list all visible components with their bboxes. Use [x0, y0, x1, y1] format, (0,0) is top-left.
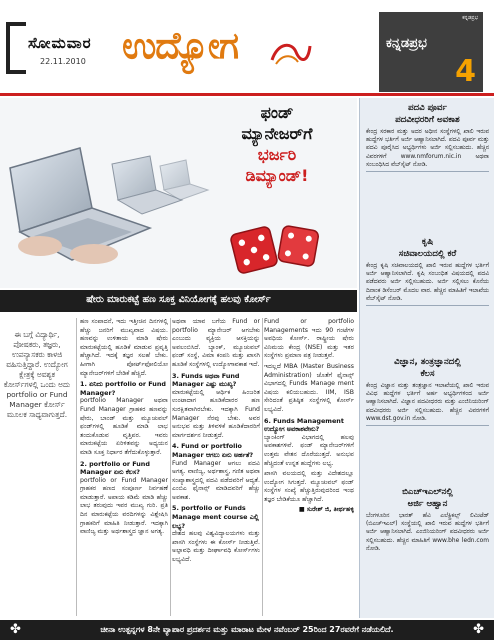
sidebar-item-body: ಕೇಂದ್ರ ಕೃಷಿ ಸಚಿವಾಲಯದಲ್ಲಿ ಖಾಲಿ ಇರುವ ಹುದ್ದೆಗಳ ಭರ್ತಿಗೆ ಅರ್ಜಿ ಆಹ್ವಾನಿಸಲಾಗಿದೆ. ಕೃಷಿ ಸಂಬಂಧಿತ ವಿಷಯದಲ್ಲಿ ಪದವಿ ಪಡೆದವರು ಅರ್ಜಿ ಸಲ್ಲಿಸಬಹುದು. ಅರ್ಜಿ ಸಲ್ಲಿಸಲು ಕೊನೆಯ ದಿನಾಂಕ ಡಿಸೆಂಬರ್ ಮೊದಲ ವಾರ. ಹೆಚ್ಚಿನ ಮಾಹಿತಿಗೆ ಇಲಾಖೆಯ ವೆಬ್‌ಸೈಟ್ ನೋಡಿ. — [366, 263, 489, 302]
article-column-1 — [80, 318, 168, 618]
sidebar-divider — [366, 171, 489, 172]
sidebar-item-job-notice — [360, 356, 494, 426]
article-subheading: 5. portfolio or Funds Manage ment course ಎಲ್ಲಿ ಲಭ್ಯ? — [172, 504, 259, 530]
article-subheading: 1. ಏನಿದು portfolio or Fund Manager? — [80, 380, 166, 397]
sidebar-item-title: ಪದವಿ ಪೂರ್ವ — [408, 103, 447, 113]
article-subheading: 3. Funds ಅಥವಾ Fund Manager ಎಷ್ಟು ಮುಖ್ಯ? — [172, 371, 240, 389]
pull-quote-text-c: ಕೋರ್ಸ್‌ ಮೂಲಕ ಸಾಧ್ಯವಾಗುತ್ತದೆ. — [6, 400, 68, 419]
column-divider — [262, 318, 263, 616]
sidebar-item-title: ಸಚಿವಾಲಯದಲ್ಲಿ ಕರೆ — [398, 249, 457, 259]
sidebar-item-job-notice — [360, 236, 494, 306]
column-divider — [170, 318, 171, 616]
newspaper-brand-box — [379, 12, 483, 92]
sidebar-divider — [366, 425, 489, 426]
section-logo: ಉದ್ಯೋಗ — [122, 24, 239, 67]
article-subheading: 6. Funds Management ಉದ್ಯೋಗ ಅವಕಾಶವೇನು? — [264, 416, 344, 434]
masthead — [0, 0, 494, 96]
article-paragraph: Fund or portfolio Managements ಇದು 90 ಗಂಟೆಗಳ ಅವಧಿಯ ಕೋರ್ಸ್. ರಾಷ್ಟ್ರೀಯ ಷೇರು ವಿನಿಮಯ ಕೇಂದ್ರ (NSE) ಮತ್ತು ಇತರ ಸಂಸ್ಥೆಗಳು ಪ್ರಮಾಣ ಪತ್ರ ನೀಡುತ್ತವೆ. — [264, 318, 354, 360]
dice-icon — [226, 218, 326, 278]
headline-line-1: ಫಂಡ್ — [260, 103, 294, 122]
issue-date: 22.11.2010 — [40, 57, 86, 66]
sidebar-item-body: ಕೇಂದ್ರ ವಿಜ್ಞಾನ ಮತ್ತು ತಂತ್ರಜ್ಞಾನ ಇಲಾಖೆಯಲ್ಲಿ ಖಾಲಿ ಇರುವ ವಿವಿಧ ಹುದ್ದೆಗಳ ಭರ್ತಿಗೆ ಅರ್ಹ ಅಭ್ಯರ್ಥಿಗಳಿಂದ ಅರ್ಜಿ ಆಹ್ವಾನಿಸಲಾಗಿದೆ. ವಿಜ್ಞಾನ ಪದವೀಧರರು ಮತ್ತು ಎಂಜಿನಿಯರಿಂಗ್ ಪದವೀಧರರು ಅರ್ಜಿ ಸಲ್ಲಿಸಬಹುದು. ಹೆಚ್ಚಿನ ವಿವರಗಳಿಗೆ www.dst.gov.in ನೋಡಿ. — [366, 383, 489, 422]
column-divider — [76, 318, 77, 616]
sidebar-item-title: ಕೆಲಸ — [420, 369, 435, 379]
laptops-illustration — [0, 128, 220, 288]
sidebar-divider — [366, 305, 489, 306]
footer-strip — [0, 620, 494, 640]
article-subheading: 4. Fund or portfolio Manager ಆಗಲು ಏನು ಅರ್ಹತೆ? — [172, 442, 254, 459]
ornament-icon: ✤ — [473, 622, 484, 637]
brand-mini-label: ಕನ್ನಡಪ್ರಭ — [462, 15, 478, 21]
hero-illustration — [0, 98, 357, 288]
sidebar-item-title: ಅರ್ಜಿ ಆಹ್ವಾನ — [407, 499, 448, 509]
sidebar-item-body: ಕೇಂದ್ರ ಸರಕಾರ ಮತ್ತು ಅದರ ಅಧೀನ ಸಂಸ್ಥೆಗಳಲ್ಲಿ ಖಾಲಿ ಇರುವ ಹುದ್ದೆಗಳ ಭರ್ತಿಗೆ ಅರ್ಜಿ ಆಹ್ವಾನಿಸಲಾಗಿದೆ. ಪದವಿ ಪೂರ್ವ ಮತ್ತು ಪದವಿ ಪೂರೈಸಿದ ಅಭ್ಯರ್ಥಿಗಳು ಅರ್ಜಿ ಸಲ್ಲಿಸಬಹುದು. ಹೆಚ್ಚಿನ ವಿವರಗಳಿಗೆ www.nmforum.nic.in ಅಥವಾ ಸಂಬಂಧಿಸಿದ ವೆಬ್‌ಸೈಟ್ ನೋಡಿ. — [366, 129, 489, 168]
page-number: 4 — [455, 54, 476, 89]
article-paragraph: ದೇಶದ ಹಲವು ವಿಶ್ವವಿದ್ಯಾಲಯಗಳು ಮತ್ತು ಖಾಸಗಿ ಸಂಸ್ಥೆಗಳು ಈ ಕೋರ್ಸ್ ನೀಡುತ್ತಿವೆ. ಅಲ್ಪಾವಧಿ ಮತ್ತು ದೀರ್ಘಾವಧಿ ಕೋರ್ಸ್‌ಗಳು ಲಭ್ಯವಿದೆ. — [172, 530, 260, 564]
article-paragraph: Fund Manager ಆಗಲು ಪದವಿ ಅಗತ್ಯ. ವಾಣಿಜ್ಯ, ಅರ್ಥಶಾಸ್ತ್ರ, ಗಣಿತ ಅಥವಾ ಸಂಖ್ಯಾಶಾಸ್ತ್ರದಲ್ಲಿ ಪದವಿ ಪಡೆದವರಿಗೆ ಆದ್ಯತೆ. ಎಂಬಿಎ ಫೈನಾನ್ಸ್ ಮಾಡಿದವರಿಗೆ ಹೆಚ್ಚು ಅವಕಾಶ. — [172, 459, 260, 501]
sidebar-item-title: ವಿಜ್ಞಾನ, ತಂತ್ರಜ್ಞಾನದಲ್ಲಿ — [394, 357, 461, 367]
sidebar-item-title: ಕೃಷಿ — [421, 237, 434, 247]
author-signature: ■ ಸುರೇಶ್ ಜಿ, ತೀರ್ಥಹಳ್ಳಿ — [298, 506, 354, 514]
article-paragraph: portfolio or Fund Manager ಗ್ರಾಹಕರ ಹಣದ ಸಂಪೂರ್ಣ ನಿರ್ವಹಣೆ ಮಾಡುತ್ತಾರೆ. ಅಪಾಯ ಕಡಿಮೆ ಮಾಡಿ ಹೆಚ್ಚು ಲಾಭ ತರುವುದು ಇವರ ಮುಖ್ಯ ಗುರಿ. ಪ್ರತಿ ದಿನ ಮಾರುಕಟ್ಟೆಯ ವರದಿಗಳನ್ನು ವಿಶ್ಲೇಷಿಸಿ ಗ್ರಾಹಕರಿಗೆ ಮಾಹಿತಿ ನೀಡುತ್ತಾರೆ. ಇದಕ್ಕಾಗಿ ವಾಣಿಜ್ಯ ಮತ್ತು ಅರ್ಥಶಾಸ್ತ್ರದ ಜ್ಞಾನ ಅಗತ್ಯ. — [80, 476, 168, 536]
article-paragraph: ಬ್ಯಾಂಕಿಂಗ್ ವಿಭಾಗದಲ್ಲಿ ಹಲವು ಅವಕಾಶಗಳಿವೆ. ಫಂಡ್ ಮ್ಯಾನೇಜರ್‌ಗಳಿಗೆ ಉತ್ತಮ ವೇತನ ದೊರೆಯುತ್ತದೆ. ಅನುಭವ ಹೆಚ್ಚಿದಂತೆ ಉನ್ನತ ಹುದ್ದೆಗಳು ಲಭ್ಯ. — [264, 433, 354, 467]
headline-line-2: ಮ್ಯಾನೇಜರ್‌ಗೆ — [241, 124, 313, 143]
issue-day: ಸೋಮವಾರ — [28, 34, 92, 52]
article-paragraph: ಅಥವಾ ಯಾವ ಬಗೆಯ Fund or portfolio ಮ್ಯಾನೇಜರ್ ಆಗಬೇಕು ಎಂಬುದು ವ್ಯಕ್ತಿಯ ಆಸಕ್ತಿಯನ್ನು ಅವಲಂಬಿಸಿದೆ. ಬ್ಯಾಂಕ್, ಮ್ಯೂಚುವಲ್ ಫಂಡ್ ಸಂಸ್ಥೆ, ವಿಮಾ ಕಂಪನಿ ಮತ್ತು ಖಾಸಗಿ ಹೂಡಿಕೆ ಸಂಸ್ಥೆಗಳಲ್ಲಿ ಉದ್ಯೋಗಾವಕಾಶ ಇದೆ. — [172, 318, 260, 368]
masthead-bracket — [6, 22, 26, 74]
article-banner — [0, 290, 357, 312]
sidebar-item-job-notice — [360, 102, 494, 172]
pull-quote — [2, 330, 72, 420]
article-subheading: 2. portfolio or Fund Manager ಏನು ಕೆಲಸ? — [80, 459, 150, 477]
headline-line-4: ಡಿಮ್ಯಾಂಡ್! — [245, 166, 309, 185]
article-paragraph: ಖಾಸಗಿ ವಲಯದಲ್ಲಿ ಮತ್ತು ವಿದೇಶದಲ್ಲೂ ಉದ್ಯೋಗ ಸಿಗುತ್ತದೆ. ಮ್ಯೂಚುವಲ್ ಫಂಡ್ ಸಂಸ್ಥೆಗಳ ಸಂಖ್ಯೆ ಹೆಚ್ಚುತ್ತಿರುವುದರಿಂದ ಇಂಥ ತಜ್ಞರ ಬೇಡಿಕೆಯೂ ಹೆಚ್ಚಾಗಿದೆ. — [264, 470, 354, 503]
sidebar-item-title: ಬಿಎಚ್‌ಇಎಲ್‌ನಲ್ಲಿ — [402, 487, 453, 497]
newspaper-name: ಕನ್ನಡಪ್ರಭ — [386, 36, 427, 51]
pull-quote-text-b: portfolio or Fund Manager — [6, 390, 68, 409]
sidebar-item-job-notice — [360, 486, 494, 553]
article-paragraph: ಮಾರುಕಟ್ಟೆಯಲ್ಲಿ ಆರ್ಥಿಕ ಹಿಂಜರಿತ ಉಂಟಾದಾಗ ಹೂಡಿಕೆದಾರರ ಹಣ ಸುರಕ್ಷಿತವಾಗಿರಬೇಕು. ಇದಕ್ಕಾಗಿ Fund Manager ನೆರವು ಬೇಕು. ಅವರ ಅನುಭವ ಮತ್ತು ತಿಳಿವಳಿಕೆ ಹೂಡಿಕೆದಾರರಿಗೆ ಮಾರ್ಗದರ್ಶನ ನೀಡುತ್ತದೆ. — [172, 388, 260, 439]
headline-line-3: ಭರ್ಜರಿ — [257, 145, 297, 164]
logo-swirl-icon — [268, 38, 312, 68]
article-paragraph: portfolio Manager ಅಥವಾ Fund Manager ಗ್ರಾಹಕರ ಹಣವನ್ನು ಷೇರು, ಬಾಂಡ್ ಮತ್ತು ಮ್ಯೂಚುವಲ್ ಫಂಡ್‌ಗಳಲ್ಲಿ ಹೂಡಿಕೆ ಮಾಡಿ ಲಾಭ ತಂದುಕೊಡುವ ವೃತ್ತಿಪರ. ಇವರು ಮಾರುಕಟ್ಟೆಯ ಏರಿಳಿತವನ್ನು ಅಧ್ಯಯನ ಮಾಡಿ ಸೂಕ್ತ ನಿರ್ಧಾರ ತೆಗೆದುಕೊಳ್ಳುತ್ತಾರೆ. — [80, 397, 168, 456]
pull-quote-text-a: ಈ ಬಗ್ಗೆ ವಿದ್ಯಾರ್ಥಿ, ಪೋಷಕರು, ತಜ್ಞರು, ಉಪನ್ಯಾಸಕರು ಕಾಳಜಿ ವಹಿಸುತ್ತಿದ್ದಾರೆ. ಉದ್ಯೋಗ ಕ್ಷೇತ್ರಕ್ಕೆ ಅವಶ್ಯಕ ಕೋರ್ಸ್‌ಗಳಲ್ಲಿ ಒಂದು ಅದು — [3, 330, 71, 389]
article-paragraph: ಇದಲ್ಲದೆ MBA (Master Business Administration) ಜೊತೆಗೆ ಫೈನಾನ್ಸ್ ವಿಭಾಗದಲ್ಲಿ Funds Manage ment ವಿಷಯ ಕಲಿಯಬಹುದು. IIM, ISB ಸೇರಿದಂತೆ ಪ್ರತಿಷ್ಠಿತ ಸಂಸ್ಥೆಗಳಲ್ಲಿ ಕೋರ್ಸ್ ಲಭ್ಯವಿದೆ. — [264, 362, 354, 413]
banner-text: ಷೇರು ಮಾರುಕಟ್ಟೆ ಹಣ ಸೂಕ್ತ ವಿನಿಯೋಗಕ್ಕೆ ಹಲವು ಕೋರ್ಸ್ — [86, 294, 271, 305]
hero-headline — [202, 102, 352, 186]
footer-text: ಚೀನಾ ಉತ್ಪನ್ನಗಳ 8ನೇ ವ್ಯಾಪಾರ ಪ್ರದರ್ಶನ ಮತ್ತು ಮಾರಾಟ ಮೇಳ ನವೆಂಬರ್ 25ರಿಂದ 27ರವರೆಗೆ ನಡೆಯಲಿದೆ. — [100, 625, 394, 634]
article-paragraph: ಹಣ ಸಂಪಾದನೆ, ಇದು ಇತ್ತೀಚಿನ ದಿನಗಳಲ್ಲಿ ಹೆಚ್ಚು ಜನರಿಗೆ ಮುಖ್ಯವಾದ ವಿಷಯ. ಹಣವನ್ನು ಉಳಿತಾಯ ಮಾಡಿ ಷೇರು ಮಾರುಕಟ್ಟೆಯಲ್ಲಿ ಹೂಡಿಕೆ ಮಾಡುವ ಪ್ರವೃತ್ತಿ ಹೆಚ್ಚಾಗಿದೆ. ಇದಕ್ಕೆ ತಜ್ಞರ ಸಲಹೆ ಬೇಕು. ಹೀಗಾಗಿ ಪೋರ್ಟ್‌ಫೋಲಿಯೋ ಮ್ಯಾನೇಜರ್‌ಗಳಿಗೆ ಬೇಡಿಕೆ ಹೆಚ್ಚಿದೆ. — [80, 318, 168, 377]
sidebar-item-body: ಬೆಂಗಳೂರಿನ ಭಾರತ್ ಹೆವಿ ಎಲೆಕ್ಟ್ರಿಕಲ್ಸ್ ಲಿಮಿಟೆಡ್ (ಬಿಎಚ್‌ಇಎಲ್) ಸಂಸ್ಥೆಯಲ್ಲಿ ಖಾಲಿ ಇರುವ ಹುದ್ದೆಗಳ ಭರ್ತಿಗೆ ಅರ್ಜಿ ಆಹ್ವಾನಿಸಲಾಗಿದೆ. ಎಂಜಿನಿಯರಿಂಗ್ ಪದವೀಧರರು ಅರ್ಜಿ ಸಲ್ಲಿಸಬಹುದು. ಹೆಚ್ಚಿನ ಮಾಹಿತಿಗೆ www.bhe ledn.com ನೋಡಿ. — [366, 513, 489, 552]
sidebar-item-title: ಪದವೀಧರರಿಗೆ ಅವಕಾಶ — [395, 115, 460, 125]
jobs-sidebar — [359, 98, 494, 618]
ornament-icon: ✤ — [10, 622, 21, 637]
article-column-2 — [172, 318, 260, 618]
article-column-3 — [264, 318, 354, 618]
